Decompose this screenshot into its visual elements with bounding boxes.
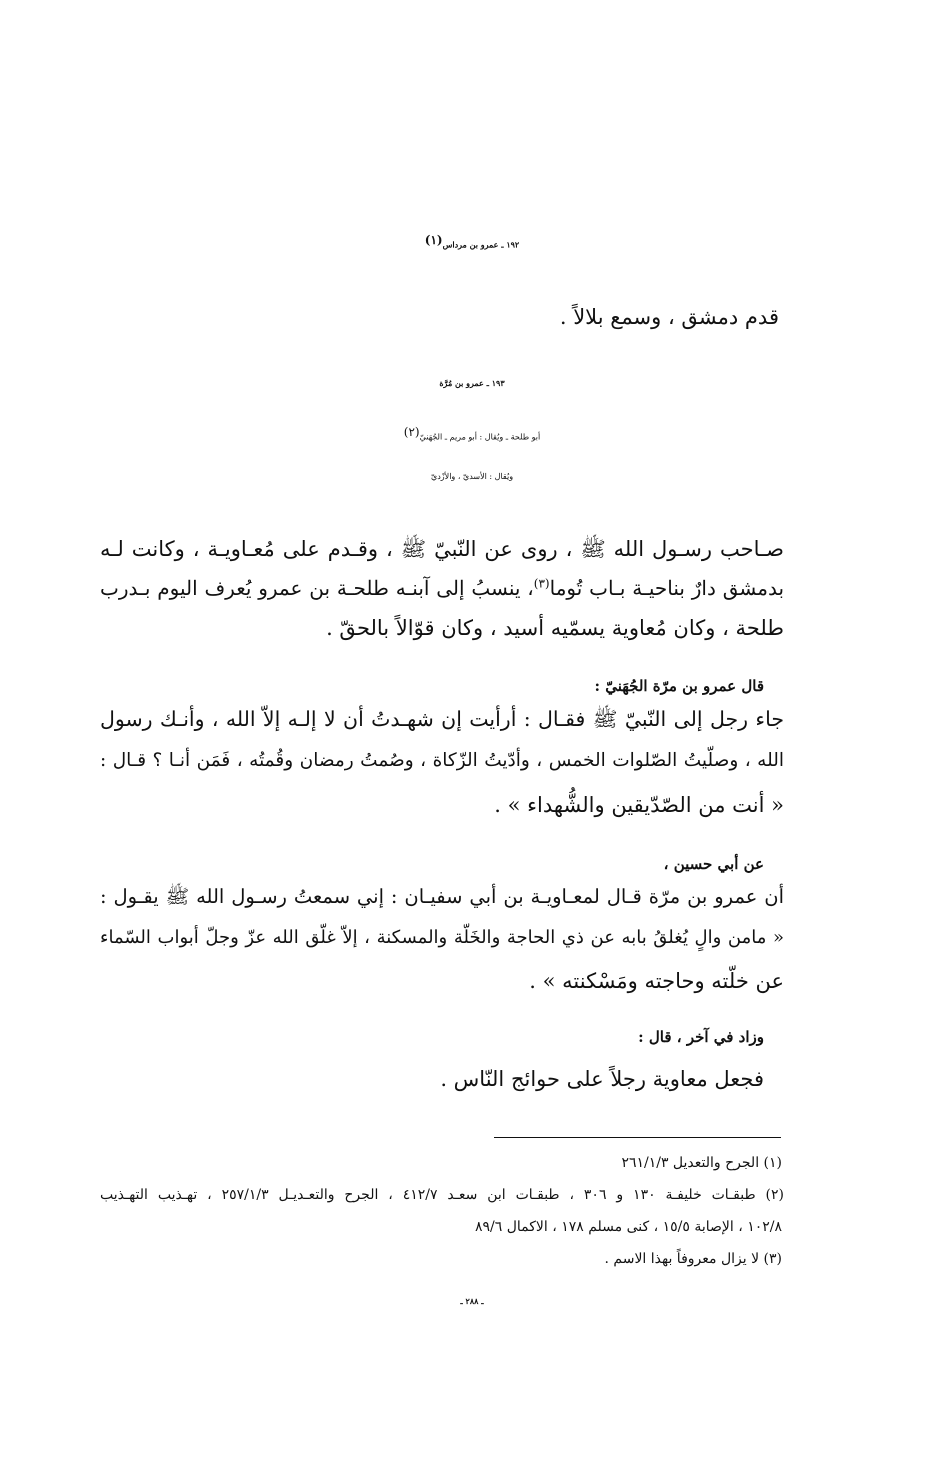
bio-line: صـاحب رسـول الله ﷺ ، روى عن النّبيّ ﷺ ، وقـدم على مُعـاويـة ، وكانت لـه [100,537,784,561]
addition-intro: وزاد في آخر ، قال : [638,1028,764,1046]
footnote-ref-2: (٢) [403,425,420,439]
hadith-1-intro: قال عمرو بن مرّة الجُهَنيّ : [594,677,764,695]
hadith-1-line: جاء رجل إلى النّبيّ ﷺ فقـال : أرأيت إن شهـدتُ أن لا إلـه إلاّ الله ، وأنـك رسول [100,707,784,731]
entry-193-subtitle-1 [0,425,944,442]
footnote-ref-1: (١) [424,233,443,247]
hadith-1-line: « أنت من الصّدّيقين والشُّهداء » . [494,793,784,817]
footnote-separator [494,1137,781,1138]
entry-192-title: ١٩٢ ـ عمرو بن مرداس [442,239,520,250]
bio-line: طلحة ، وكان مُعاوية يسمّيه أسيد ، وكان قوّالاً بالحقّ . [326,616,784,640]
footnote-2-continued: ١٠٢/٨ ، الإصابة ١٥/٥ ، كنى مسلم ١٧٨ ، الاكمال ٨٩/٦ [474,1219,782,1235]
entry-192-text: قدم دمشق ، وسمع بلالاً . [559,305,779,329]
page-number: ـ ٢٨٨ ـ [460,1296,484,1306]
footnote-ref-3: (٣) [533,576,550,591]
footnote-2: (٢) طبقـات خليفـة ١٣٠ و ٣٠٦ ، طبقـات ابن سعـد ٤١٢/٧ ، الجرح والتعـديـل ٢٥٧/١/٣ ، تهـذيب التهـذيب [100,1187,784,1203]
hadith-2-line: أن عمرو بن مرّة قـال لمعـاويـة بن أبي سفيـان : إني سمعتُ رسـول الله ﷺ يقـول : [100,885,784,908]
hadith-1-line: الله ، وصلّيتُ الصّلوات الخمس ، وأدّيتُ الزّكاة ، وصُمتُ رمضان وقُمتُه ، فَمَن أنـا ؟ قـال : [100,750,784,771]
hadith-2-line: « مامن والٍ يُغلقُ بابه عن ذي الحاجة والخَلّة والمسكنة ، إلاّ غلّق الله عزّ وجلّ أبواب السّماء [100,927,784,948]
footnote-1: (١) الجرح والتعديل ٢٦١/١/٣ [621,1155,782,1171]
entry-192-heading [0,233,944,250]
bio-line [100,576,784,600]
entry-193-subtitle-2: ويُقال : الأسديّ ، والأزْديّ [430,472,514,481]
addition-text: فجعل معاوية رجلاً على حوائج النّاس . [440,1067,764,1091]
bio-line-part: بدمشق دارٌ بناحيـة بـاب تُوما [549,576,785,600]
hadith-2-intro: عن أبي حسين ، [663,855,764,873]
kunya-text: أبو طلحة ـ ويُقال : أبو مريم ـ الجُهَنيّ [419,432,541,442]
hadith-2-line: عن خلّته وحاجته ومَسْكنته » . [529,969,784,993]
bio-line-part: ، ينسبُ إلى آبنـه طلحـة بن عمرو يُعرف اليوم بـدرب [100,576,534,600]
entry-193-title: ١٩٣ ـ عمرو بن مُرَّة [439,378,505,388]
footnote-3: (٣) لا يزال معروفاً بهذا الاسم . [604,1251,782,1267]
